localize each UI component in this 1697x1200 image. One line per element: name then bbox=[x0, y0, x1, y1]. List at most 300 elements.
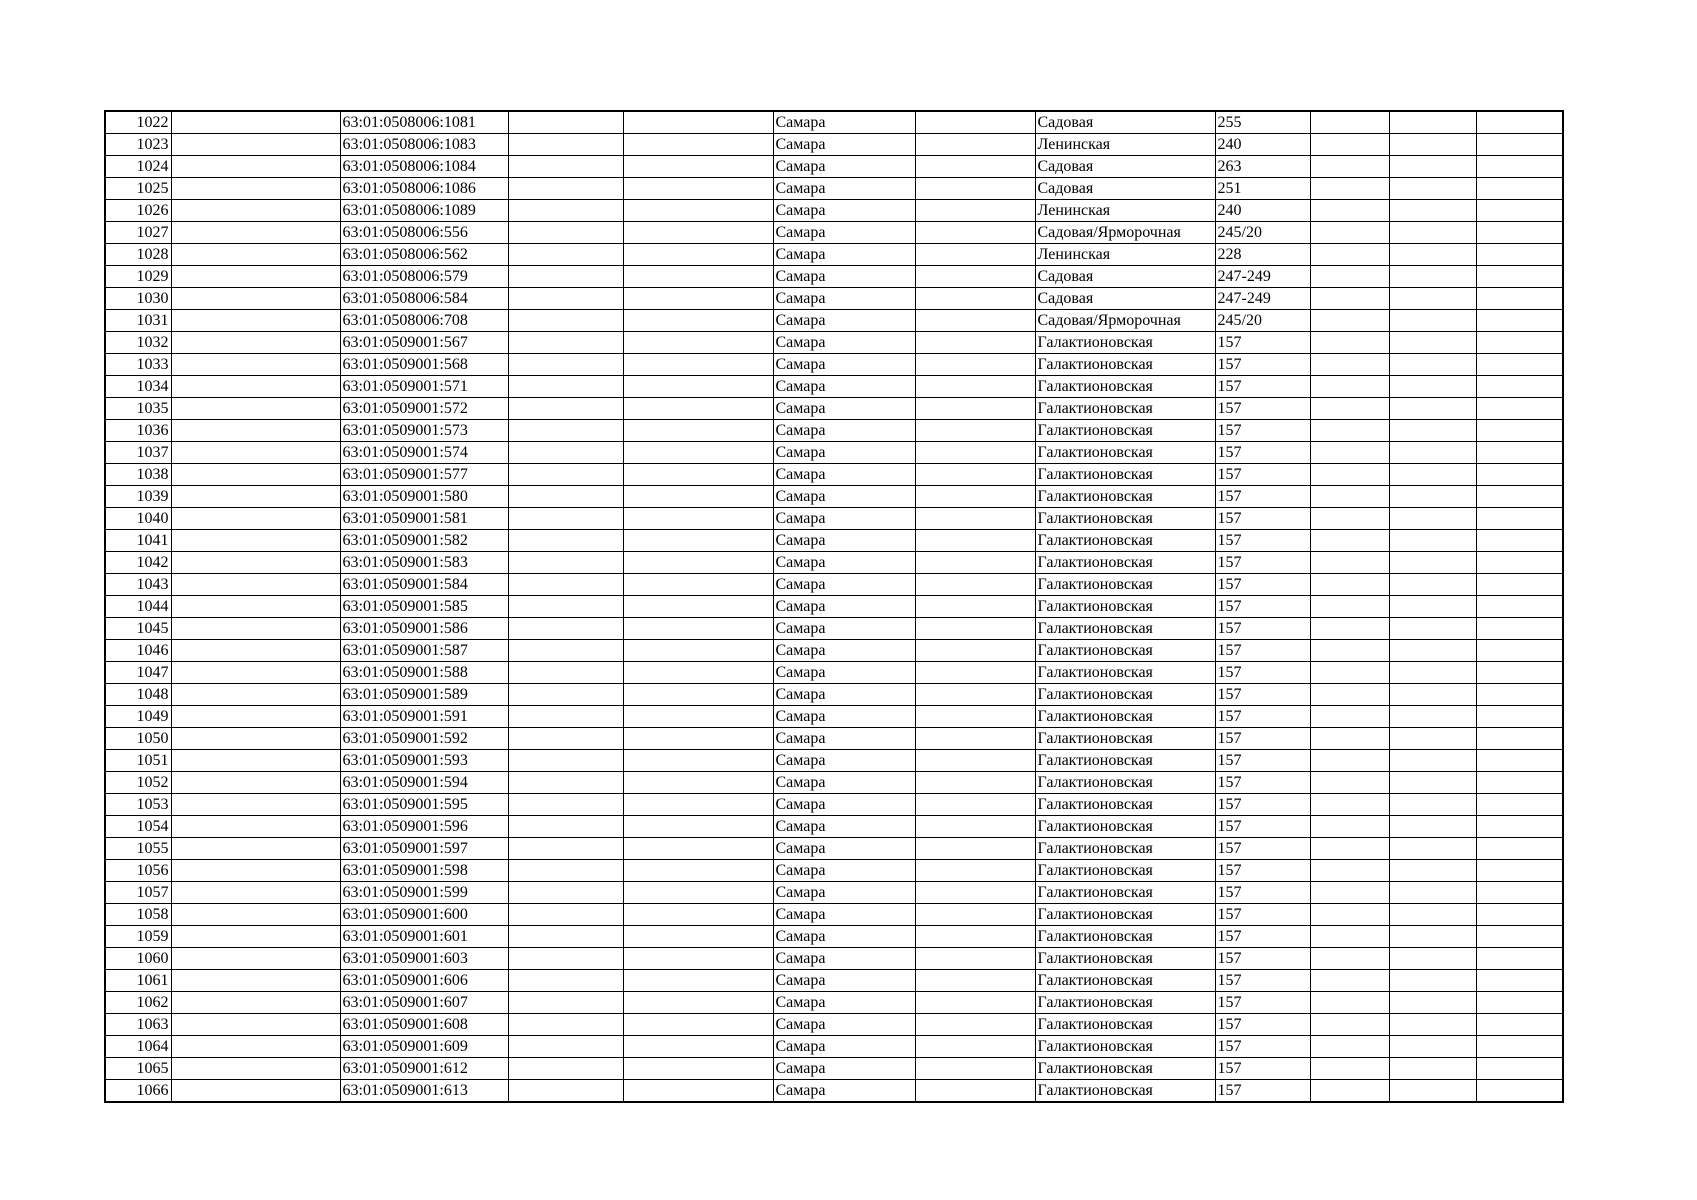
empty-cell bbox=[1389, 464, 1476, 486]
empty-cell bbox=[1310, 1058, 1389, 1080]
cadastral-number-cell: 63:01:0508006:579 bbox=[340, 266, 508, 288]
empty-cell bbox=[1476, 530, 1563, 552]
empty-cell bbox=[1476, 266, 1563, 288]
empty-cell bbox=[915, 882, 1035, 904]
city-cell: Самара bbox=[773, 332, 915, 354]
empty-cell bbox=[1476, 772, 1563, 794]
empty-cell bbox=[508, 200, 623, 222]
table-row bbox=[105, 486, 1563, 508]
row-number-cell: 1025 bbox=[105, 178, 171, 200]
empty-cell bbox=[915, 750, 1035, 772]
cadastral-number-cell: 63:01:0509001:598 bbox=[340, 860, 508, 882]
cadastral-number-cell: 63:01:0509001:585 bbox=[340, 596, 508, 618]
empty-cell bbox=[1310, 310, 1389, 332]
empty-cell bbox=[1476, 354, 1563, 376]
empty-cell bbox=[171, 860, 340, 882]
table-row bbox=[105, 156, 1563, 178]
empty-cell bbox=[171, 486, 340, 508]
row-number-cell: 1035 bbox=[105, 398, 171, 420]
table-row bbox=[105, 530, 1563, 552]
house-number-cell: 157 bbox=[1215, 596, 1310, 618]
table-row bbox=[105, 332, 1563, 354]
empty-cell bbox=[1476, 794, 1563, 816]
street-cell: Садовая bbox=[1035, 156, 1215, 178]
empty-cell bbox=[1310, 266, 1389, 288]
cadastral-number-cell: 63:01:0508006:1086 bbox=[340, 178, 508, 200]
cadastral-number-cell: 63:01:0509001:586 bbox=[340, 618, 508, 640]
empty-cell bbox=[508, 596, 623, 618]
row-number-cell: 1031 bbox=[105, 310, 171, 332]
street-cell: Галактионовская bbox=[1035, 420, 1215, 442]
empty-cell bbox=[508, 728, 623, 750]
row-number-cell: 1049 bbox=[105, 706, 171, 728]
empty-cell bbox=[508, 134, 623, 156]
table-row bbox=[105, 970, 1563, 992]
city-cell: Самара bbox=[773, 992, 915, 1014]
empty-cell bbox=[915, 860, 1035, 882]
empty-cell bbox=[915, 222, 1035, 244]
house-number-cell: 157 bbox=[1215, 926, 1310, 948]
cadastral-number-cell: 63:01:0509001:599 bbox=[340, 882, 508, 904]
city-cell: Самара bbox=[773, 354, 915, 376]
house-number-cell: 157 bbox=[1215, 376, 1310, 398]
empty-cell bbox=[1476, 200, 1563, 222]
empty-cell bbox=[915, 574, 1035, 596]
street-cell: Галактионовская bbox=[1035, 816, 1215, 838]
empty-cell bbox=[1476, 1036, 1563, 1058]
table-row bbox=[105, 728, 1563, 750]
house-number-cell: 157 bbox=[1215, 640, 1310, 662]
row-number-cell: 1052 bbox=[105, 772, 171, 794]
house-number-cell: 157 bbox=[1215, 904, 1310, 926]
cadastral-number-cell: 63:01:0509001:608 bbox=[340, 1014, 508, 1036]
empty-cell bbox=[623, 178, 773, 200]
street-cell: Галактионовская bbox=[1035, 486, 1215, 508]
house-number-cell: 247-249 bbox=[1215, 288, 1310, 310]
empty-cell bbox=[1389, 1058, 1476, 1080]
empty-cell bbox=[623, 662, 773, 684]
street-cell: Ленинская bbox=[1035, 134, 1215, 156]
empty-cell bbox=[171, 222, 340, 244]
table-row bbox=[105, 640, 1563, 662]
empty-cell bbox=[1389, 992, 1476, 1014]
registry-rows bbox=[105, 111, 1563, 1102]
empty-cell bbox=[1310, 398, 1389, 420]
city-cell: Самара bbox=[773, 552, 915, 574]
empty-cell bbox=[1310, 464, 1389, 486]
house-number-cell: 157 bbox=[1215, 882, 1310, 904]
street-cell: Галактионовская bbox=[1035, 662, 1215, 684]
table-row bbox=[105, 1058, 1563, 1080]
empty-cell bbox=[623, 970, 773, 992]
empty-cell bbox=[915, 596, 1035, 618]
registry-table bbox=[104, 110, 1564, 1103]
table-row bbox=[105, 1036, 1563, 1058]
empty-cell bbox=[1310, 948, 1389, 970]
empty-cell bbox=[623, 134, 773, 156]
empty-cell bbox=[1476, 816, 1563, 838]
empty-cell bbox=[1310, 794, 1389, 816]
empty-cell bbox=[623, 904, 773, 926]
empty-cell bbox=[623, 530, 773, 552]
row-number-cell: 1059 bbox=[105, 926, 171, 948]
empty-cell bbox=[171, 266, 340, 288]
empty-cell bbox=[623, 244, 773, 266]
empty-cell bbox=[915, 684, 1035, 706]
empty-cell bbox=[1476, 156, 1563, 178]
empty-cell bbox=[623, 618, 773, 640]
row-number-cell: 1056 bbox=[105, 860, 171, 882]
city-cell: Самара bbox=[773, 420, 915, 442]
empty-cell bbox=[623, 420, 773, 442]
table-row bbox=[105, 552, 1563, 574]
house-number-cell: 157 bbox=[1215, 992, 1310, 1014]
house-number-cell: 255 bbox=[1215, 111, 1310, 134]
cadastral-number-cell: 63:01:0509001:588 bbox=[340, 662, 508, 684]
empty-cell bbox=[508, 288, 623, 310]
empty-cell bbox=[1476, 926, 1563, 948]
empty-cell bbox=[623, 926, 773, 948]
row-number-cell: 1050 bbox=[105, 728, 171, 750]
empty-cell bbox=[171, 596, 340, 618]
empty-cell bbox=[171, 552, 340, 574]
city-cell: Самара bbox=[773, 464, 915, 486]
street-cell: Садовая/Ярморочная bbox=[1035, 310, 1215, 332]
empty-cell bbox=[1310, 530, 1389, 552]
empty-cell bbox=[171, 640, 340, 662]
empty-cell bbox=[623, 376, 773, 398]
empty-cell bbox=[915, 948, 1035, 970]
empty-cell bbox=[623, 838, 773, 860]
empty-cell bbox=[1476, 134, 1563, 156]
house-number-cell: 157 bbox=[1215, 1080, 1310, 1103]
empty-cell bbox=[1389, 1036, 1476, 1058]
empty-cell bbox=[1310, 596, 1389, 618]
city-cell: Самара bbox=[773, 1058, 915, 1080]
house-number-cell: 157 bbox=[1215, 860, 1310, 882]
empty-cell bbox=[171, 926, 340, 948]
empty-cell bbox=[1310, 200, 1389, 222]
empty-cell bbox=[1310, 750, 1389, 772]
empty-cell bbox=[1310, 420, 1389, 442]
street-cell: Галактионовская bbox=[1035, 970, 1215, 992]
cadastral-number-cell: 63:01:0509001:573 bbox=[340, 420, 508, 442]
row-number-cell: 1044 bbox=[105, 596, 171, 618]
row-number-cell: 1042 bbox=[105, 552, 171, 574]
house-number-cell: 157 bbox=[1215, 530, 1310, 552]
city-cell: Самара bbox=[773, 1036, 915, 1058]
table-row bbox=[105, 222, 1563, 244]
empty-cell bbox=[508, 1014, 623, 1036]
empty-cell bbox=[1310, 1036, 1389, 1058]
city-cell: Самара bbox=[773, 970, 915, 992]
table-row bbox=[105, 354, 1563, 376]
empty-cell bbox=[1476, 1058, 1563, 1080]
cadastral-number-cell: 63:01:0509001:609 bbox=[340, 1036, 508, 1058]
empty-cell bbox=[1476, 948, 1563, 970]
empty-cell bbox=[915, 266, 1035, 288]
empty-cell bbox=[508, 354, 623, 376]
empty-cell bbox=[171, 310, 340, 332]
row-number-cell: 1047 bbox=[105, 662, 171, 684]
empty-cell bbox=[1389, 376, 1476, 398]
table-row bbox=[105, 618, 1563, 640]
empty-cell bbox=[171, 1036, 340, 1058]
house-number-cell: 157 bbox=[1215, 838, 1310, 860]
empty-cell bbox=[1389, 750, 1476, 772]
row-number-cell: 1045 bbox=[105, 618, 171, 640]
house-number-cell: 157 bbox=[1215, 1058, 1310, 1080]
city-cell: Самара bbox=[773, 1014, 915, 1036]
house-number-cell: 157 bbox=[1215, 354, 1310, 376]
empty-cell bbox=[915, 420, 1035, 442]
empty-cell bbox=[623, 750, 773, 772]
empty-cell bbox=[623, 706, 773, 728]
cadastral-number-cell: 63:01:0509001:587 bbox=[340, 640, 508, 662]
empty-cell bbox=[508, 970, 623, 992]
empty-cell bbox=[1389, 1080, 1476, 1103]
empty-cell bbox=[1476, 684, 1563, 706]
city-cell: Самара bbox=[773, 156, 915, 178]
empty-cell bbox=[623, 332, 773, 354]
row-number-cell: 1032 bbox=[105, 332, 171, 354]
city-cell: Самара bbox=[773, 266, 915, 288]
empty-cell bbox=[1310, 728, 1389, 750]
house-number-cell: 157 bbox=[1215, 684, 1310, 706]
empty-cell bbox=[623, 486, 773, 508]
empty-cell bbox=[508, 178, 623, 200]
house-number-cell: 157 bbox=[1215, 486, 1310, 508]
empty-cell bbox=[1310, 354, 1389, 376]
city-cell: Самара bbox=[773, 904, 915, 926]
empty-cell bbox=[623, 288, 773, 310]
empty-cell bbox=[1310, 244, 1389, 266]
empty-cell bbox=[1389, 222, 1476, 244]
empty-cell bbox=[915, 156, 1035, 178]
cadastral-number-cell: 63:01:0509001:571 bbox=[340, 376, 508, 398]
table-row bbox=[105, 926, 1563, 948]
empty-cell bbox=[1389, 662, 1476, 684]
empty-cell bbox=[508, 926, 623, 948]
city-cell: Самара bbox=[773, 530, 915, 552]
empty-cell bbox=[1389, 838, 1476, 860]
empty-cell bbox=[508, 684, 623, 706]
empty-cell bbox=[623, 222, 773, 244]
row-number-cell: 1065 bbox=[105, 1058, 171, 1080]
row-number-cell: 1039 bbox=[105, 486, 171, 508]
empty-cell bbox=[508, 706, 623, 728]
cadastral-number-cell: 63:01:0509001:568 bbox=[340, 354, 508, 376]
cadastral-number-cell: 63:01:0509001:593 bbox=[340, 750, 508, 772]
cadastral-number-cell: 63:01:0508006:1089 bbox=[340, 200, 508, 222]
empty-cell bbox=[1389, 442, 1476, 464]
row-number-cell: 1022 bbox=[105, 111, 171, 134]
street-cell: Галактионовская bbox=[1035, 376, 1215, 398]
cadastral-number-cell: 63:01:0509001:591 bbox=[340, 706, 508, 728]
empty-cell bbox=[623, 1036, 773, 1058]
row-number-cell: 1024 bbox=[105, 156, 171, 178]
empty-cell bbox=[1389, 640, 1476, 662]
empty-cell bbox=[623, 992, 773, 1014]
empty-cell bbox=[171, 772, 340, 794]
city-cell: Самара bbox=[773, 662, 915, 684]
empty-cell bbox=[508, 882, 623, 904]
empty-cell bbox=[1389, 970, 1476, 992]
house-number-cell: 245/20 bbox=[1215, 222, 1310, 244]
empty-cell bbox=[171, 244, 340, 266]
empty-cell bbox=[508, 508, 623, 530]
cadastral-number-cell: 63:01:0509001:567 bbox=[340, 332, 508, 354]
cadastral-number-cell: 63:01:0509001:583 bbox=[340, 552, 508, 574]
empty-cell bbox=[1310, 904, 1389, 926]
empty-cell bbox=[1389, 618, 1476, 640]
street-cell: Галактионовская bbox=[1035, 640, 1215, 662]
empty-cell bbox=[915, 398, 1035, 420]
city-cell: Самара bbox=[773, 442, 915, 464]
empty-cell bbox=[1389, 486, 1476, 508]
empty-cell bbox=[915, 1014, 1035, 1036]
city-cell: Самара bbox=[773, 772, 915, 794]
cadastral-number-cell: 63:01:0508006:562 bbox=[340, 244, 508, 266]
empty-cell bbox=[1389, 156, 1476, 178]
empty-cell bbox=[508, 574, 623, 596]
street-cell: Галактионовская bbox=[1035, 904, 1215, 926]
empty-cell bbox=[508, 111, 623, 134]
empty-cell bbox=[508, 376, 623, 398]
empty-cell bbox=[915, 376, 1035, 398]
empty-cell bbox=[1476, 574, 1563, 596]
table-row bbox=[105, 882, 1563, 904]
empty-cell bbox=[171, 948, 340, 970]
table-row bbox=[105, 420, 1563, 442]
empty-cell bbox=[1389, 574, 1476, 596]
empty-cell bbox=[623, 1080, 773, 1103]
empty-cell bbox=[623, 728, 773, 750]
empty-cell bbox=[1389, 926, 1476, 948]
empty-cell bbox=[1476, 178, 1563, 200]
empty-cell bbox=[1310, 486, 1389, 508]
row-number-cell: 1029 bbox=[105, 266, 171, 288]
cadastral-number-cell: 63:01:0509001:600 bbox=[340, 904, 508, 926]
empty-cell bbox=[1389, 772, 1476, 794]
city-cell: Самара bbox=[773, 706, 915, 728]
street-cell: Галактионовская bbox=[1035, 354, 1215, 376]
empty-cell bbox=[1389, 706, 1476, 728]
empty-cell bbox=[623, 200, 773, 222]
city-cell: Самара bbox=[773, 508, 915, 530]
house-number-cell: 247-249 bbox=[1215, 266, 1310, 288]
street-cell: Галактионовская bbox=[1035, 772, 1215, 794]
empty-cell bbox=[1310, 288, 1389, 310]
empty-cell bbox=[508, 486, 623, 508]
empty-cell bbox=[171, 111, 340, 134]
street-cell: Галактионовская bbox=[1035, 882, 1215, 904]
house-number-cell: 157 bbox=[1215, 332, 1310, 354]
empty-cell bbox=[1310, 618, 1389, 640]
empty-cell bbox=[1476, 486, 1563, 508]
empty-cell bbox=[1476, 596, 1563, 618]
table-row bbox=[105, 288, 1563, 310]
empty-cell bbox=[1389, 244, 1476, 266]
empty-cell bbox=[508, 618, 623, 640]
empty-cell bbox=[1476, 288, 1563, 310]
empty-cell bbox=[1476, 310, 1563, 332]
empty-cell bbox=[915, 1080, 1035, 1103]
house-number-cell: 157 bbox=[1215, 662, 1310, 684]
row-number-cell: 1066 bbox=[105, 1080, 171, 1103]
empty-cell bbox=[508, 442, 623, 464]
city-cell: Самара bbox=[773, 486, 915, 508]
empty-cell bbox=[915, 992, 1035, 1014]
table-row bbox=[105, 904, 1563, 926]
table-row bbox=[105, 134, 1563, 156]
cadastral-number-cell: 63:01:0508006:584 bbox=[340, 288, 508, 310]
empty-cell bbox=[915, 244, 1035, 266]
street-cell: Галактионовская bbox=[1035, 706, 1215, 728]
row-number-cell: 1030 bbox=[105, 288, 171, 310]
empty-cell bbox=[623, 1058, 773, 1080]
house-number-cell: 157 bbox=[1215, 508, 1310, 530]
empty-cell bbox=[623, 948, 773, 970]
street-cell: Галактионовская bbox=[1035, 1036, 1215, 1058]
empty-cell bbox=[623, 398, 773, 420]
empty-cell bbox=[1476, 860, 1563, 882]
street-cell: Ленинская bbox=[1035, 244, 1215, 266]
empty-cell bbox=[508, 992, 623, 1014]
empty-cell bbox=[171, 684, 340, 706]
street-cell: Галактионовская bbox=[1035, 552, 1215, 574]
empty-cell bbox=[171, 794, 340, 816]
empty-cell bbox=[623, 574, 773, 596]
empty-cell bbox=[623, 111, 773, 134]
empty-cell bbox=[1310, 1014, 1389, 1036]
city-cell: Самара bbox=[773, 750, 915, 772]
table-row bbox=[105, 244, 1563, 266]
empty-cell bbox=[171, 904, 340, 926]
street-cell: Галактионовская bbox=[1035, 684, 1215, 706]
empty-cell bbox=[1389, 266, 1476, 288]
house-number-cell: 240 bbox=[1215, 134, 1310, 156]
empty-cell bbox=[623, 156, 773, 178]
empty-cell bbox=[1310, 222, 1389, 244]
house-number-cell: 157 bbox=[1215, 750, 1310, 772]
empty-cell bbox=[623, 266, 773, 288]
table-row bbox=[105, 574, 1563, 596]
empty-cell bbox=[508, 904, 623, 926]
house-number-cell: 157 bbox=[1215, 1036, 1310, 1058]
empty-cell bbox=[1389, 111, 1476, 134]
empty-cell bbox=[508, 1036, 623, 1058]
empty-cell bbox=[915, 706, 1035, 728]
street-cell: Галактионовская bbox=[1035, 926, 1215, 948]
empty-cell bbox=[1310, 332, 1389, 354]
empty-cell bbox=[1476, 420, 1563, 442]
row-number-cell: 1043 bbox=[105, 574, 171, 596]
empty-cell bbox=[1389, 882, 1476, 904]
empty-cell bbox=[171, 970, 340, 992]
empty-cell bbox=[171, 1058, 340, 1080]
row-number-cell: 1041 bbox=[105, 530, 171, 552]
empty-cell bbox=[1389, 288, 1476, 310]
house-number-cell: 157 bbox=[1215, 772, 1310, 794]
city-cell: Самара bbox=[773, 222, 915, 244]
empty-cell bbox=[915, 772, 1035, 794]
empty-cell bbox=[915, 486, 1035, 508]
empty-cell bbox=[1389, 310, 1476, 332]
house-number-cell: 157 bbox=[1215, 574, 1310, 596]
empty-cell bbox=[623, 552, 773, 574]
empty-cell bbox=[1389, 794, 1476, 816]
